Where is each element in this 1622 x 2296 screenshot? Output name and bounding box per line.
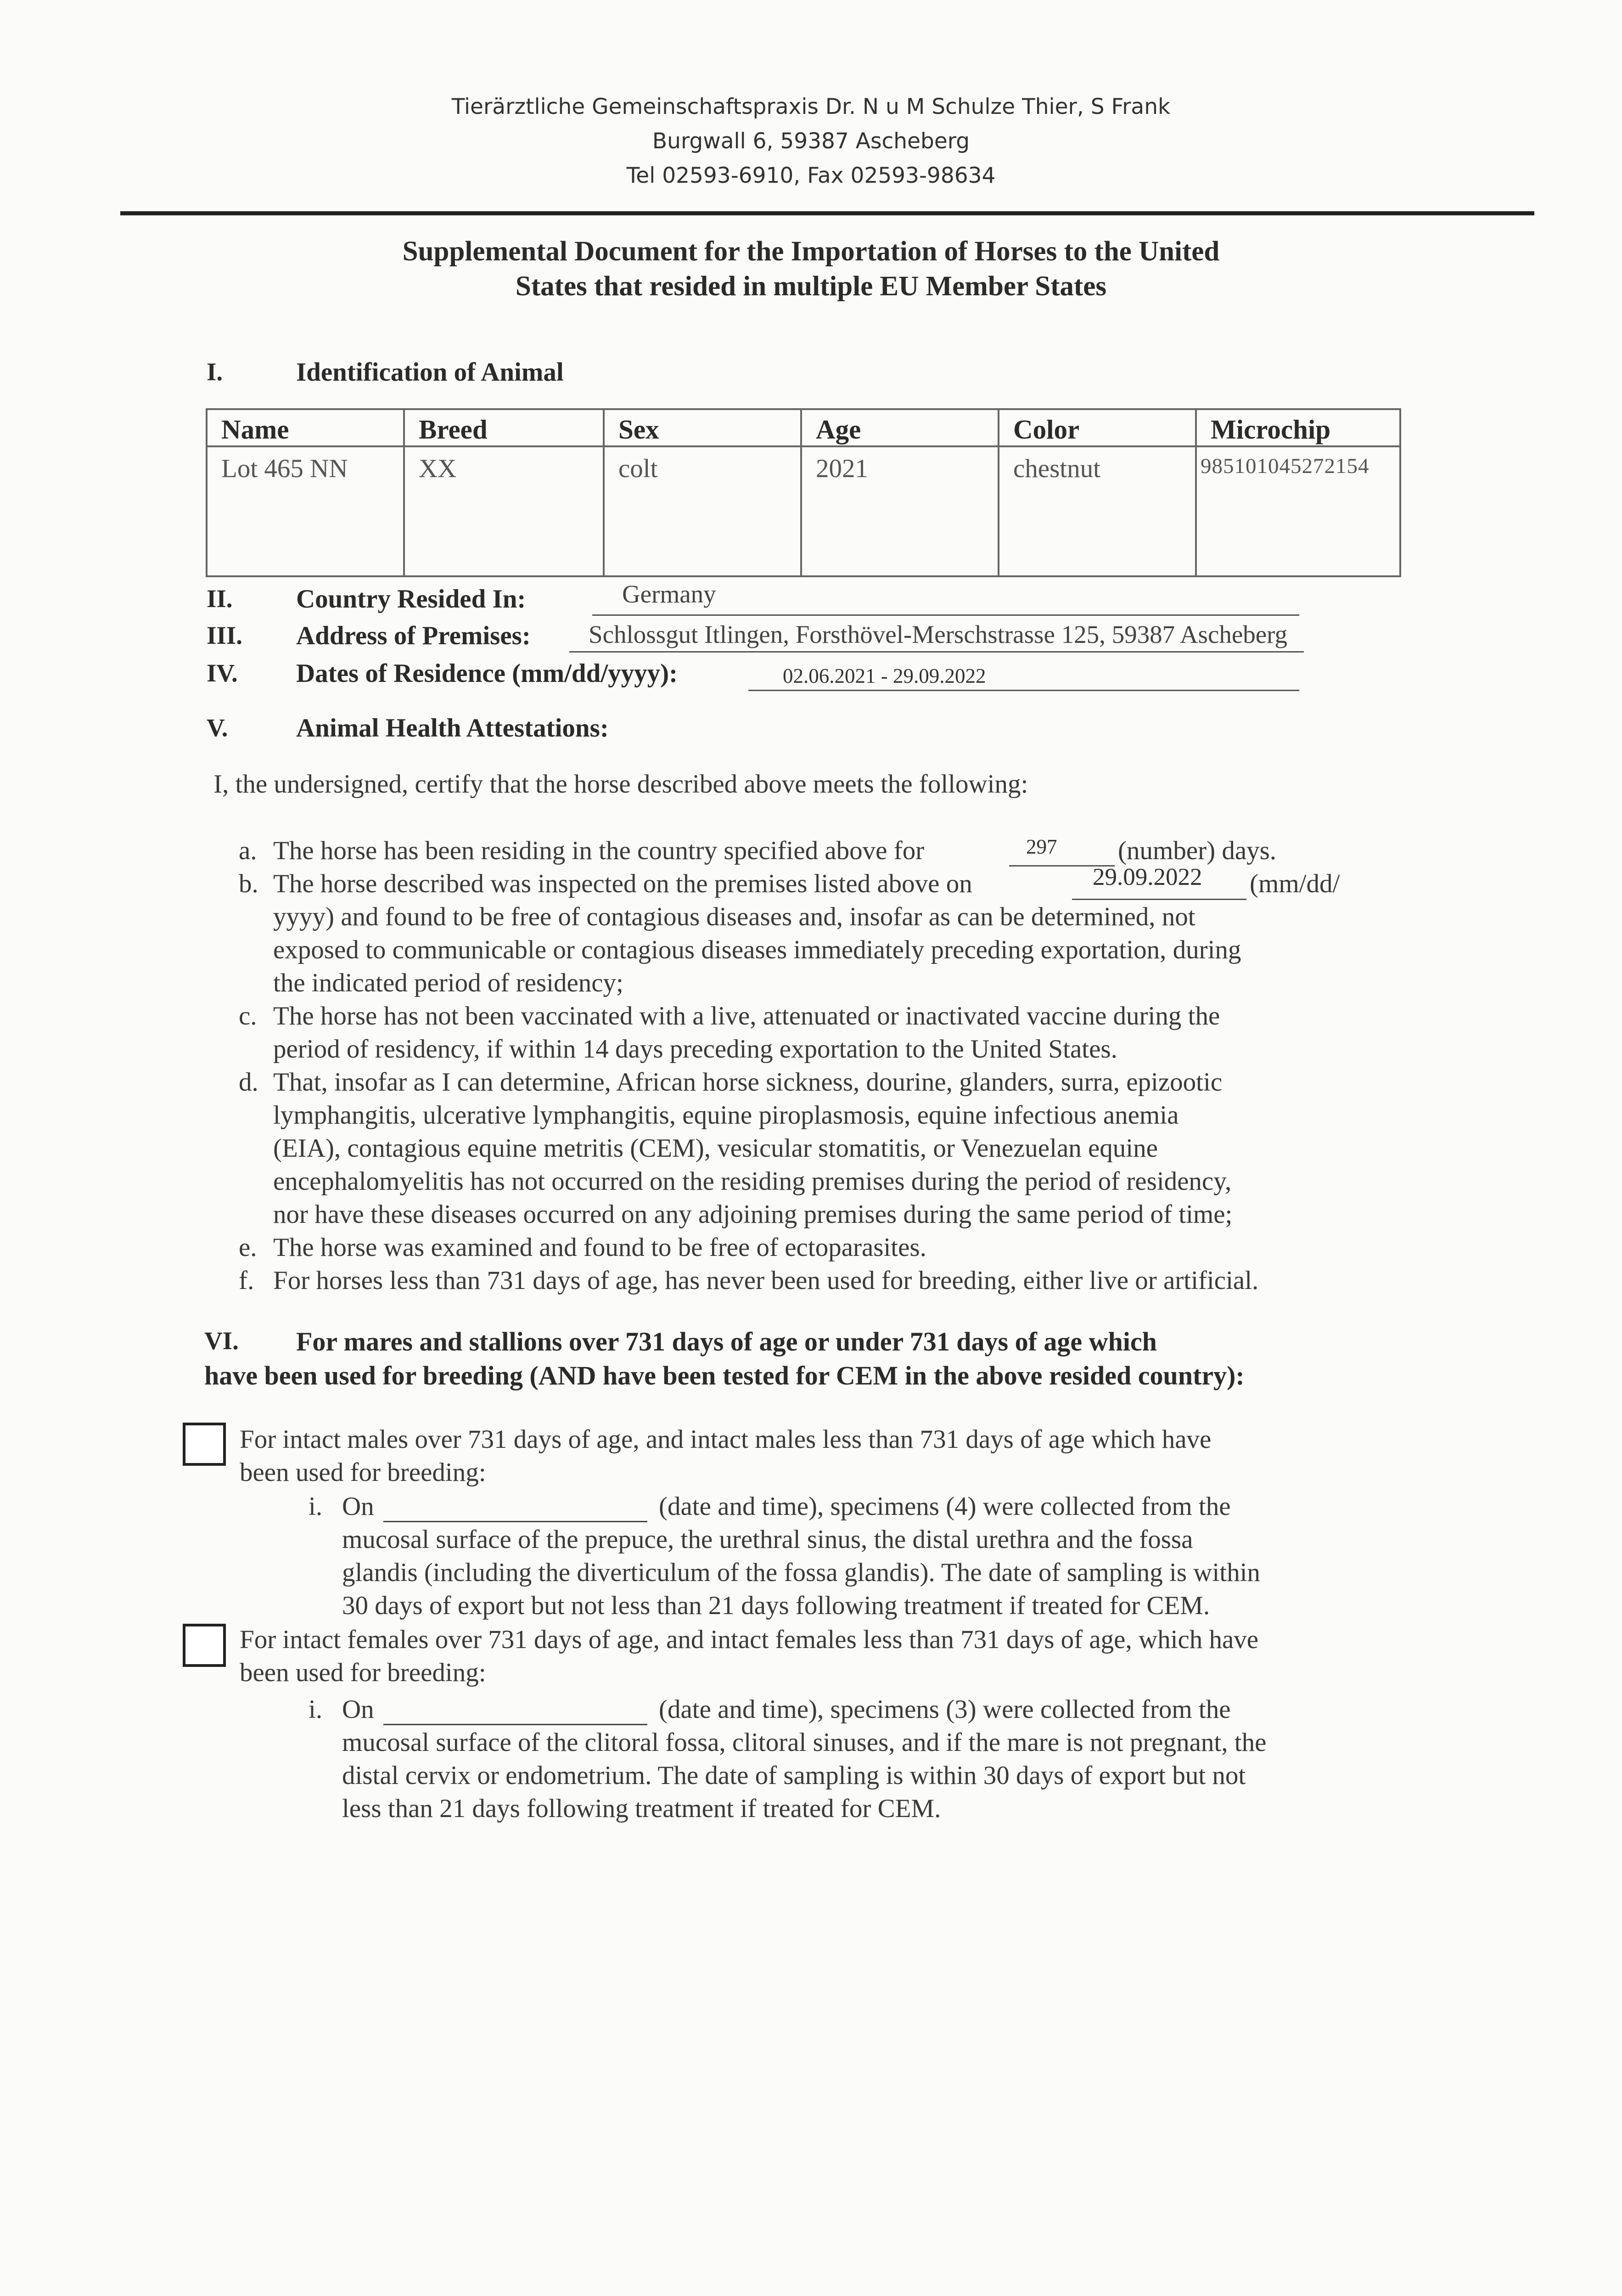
document-title-line1: Supplemental Document for the Importation of Horses to the United	[402, 236, 1220, 267]
attestation-a-suffix: (number) days.	[1118, 836, 1277, 865]
intact-males-checkbox[interactable]	[183, 1423, 226, 1466]
attestation-b-line3: exposed to communicable or contagious diseases immediately preceding exportation, during	[273, 935, 1241, 964]
attestation-c-marker: c.	[239, 1002, 257, 1030]
section2-label: Country Resided In:	[296, 585, 526, 613]
table-header-row	[207, 409, 1400, 446]
attestation-c-line1: The horse has not been vaccinated with a live, attenuated or inactivated vaccine during the	[273, 1002, 1220, 1030]
males-item-line2: mucosal surface of the prepuce, the urethral sinus, the distal urethra and the fossa	[342, 1525, 1193, 1554]
females-item-on: On	[342, 1695, 374, 1724]
cell-breed: XX	[404, 446, 604, 576]
attestation-b-line4: the indicated period of residency;	[273, 968, 623, 997]
attestation-f-marker: f.	[239, 1266, 254, 1295]
cell-sex: colt	[604, 446, 801, 576]
males-date-time-blank[interactable]	[383, 1521, 647, 1522]
section2-number: II.	[207, 585, 233, 613]
females-item-line4: less than 21 days following treatment if treated for CEM.	[342, 1794, 941, 1823]
females-item-marker: i.	[309, 1695, 323, 1724]
residence-days-value: 297	[1026, 835, 1057, 858]
attestation-d-line4: encephalomyelitis has not occurred on the residing premises during the period of residency,	[273, 1167, 1232, 1196]
header-microchip: Microchip	[1196, 409, 1400, 446]
attestation-d-line3: (EIA), contagious equine metritis (CEM), vesicular stomatitis, or Venezuelan equine	[273, 1134, 1158, 1163]
females-date-time-blank[interactable]	[383, 1724, 647, 1725]
attestation-e-line1: The horse was examined and found to be free of ectoparasites.	[273, 1233, 926, 1262]
premises-address-underline	[569, 651, 1304, 653]
cell-color: chestnut	[999, 446, 1196, 576]
attestation-a-marker: a.	[239, 836, 257, 865]
section5-heading: Animal Health Attestations:	[296, 714, 609, 743]
males-item-line4: 30 days of export but not less than 21 days following treatment if treated for CEM.	[342, 1591, 1210, 1620]
intact-females-checkbox[interactable]	[183, 1624, 226, 1667]
section1-number: I.	[207, 358, 223, 386]
females-line2: been used for breeding:	[240, 1658, 486, 1687]
males-item-on: On	[342, 1492, 374, 1521]
attestation-b-marker: b.	[239, 869, 258, 898]
header-sex: Sex	[604, 409, 801, 446]
females-item-text: (date and time), specimens (3) were collected from the	[659, 1695, 1231, 1724]
section6-heading-line2: have been used for breeding (AND have been tested for CEM in the above resided country):	[204, 1361, 1245, 1390]
section4-label: Dates of Residence (mm/dd/yyyy):	[296, 659, 678, 688]
premises-address-value: Schlossgut Itlingen, Forsthövel-Merschstrasse 125, 59387 Ascheberg	[589, 620, 1288, 648]
section5-number: V.	[207, 714, 228, 742]
attestation-d-line2: lymphangitis, ulcerative lymphangitis, equine piroplasmosis, equine infectious anemia	[273, 1101, 1179, 1130]
attestation-f-line1: For horses less than 731 days of age, has never been used for breeding, either live or artificial.	[273, 1266, 1259, 1295]
males-item-line3: glandis (including the diverticulum of the fossa glandis). The date of sampling is within	[342, 1558, 1260, 1587]
attestation-a-text: The horse has been residing in the country specified above for	[273, 836, 925, 865]
section3-number: III.	[207, 621, 242, 649]
males-line1: For intact males over 731 days of age, and intact males less than 731 days of age which have	[240, 1425, 1212, 1454]
attestation-d-marker: d.	[239, 1068, 258, 1097]
cell-age: 2021	[801, 446, 999, 576]
animal-identification-table	[206, 408, 1401, 577]
country-resided-underline	[592, 614, 1299, 616]
females-item-line3: distal cervix or endometrium. The date of sampling is within 30 days of export but not	[342, 1761, 1246, 1790]
inspection-date-value: 29.09.2022	[1093, 864, 1202, 890]
attestation-b-text: The horse described was inspected on the premises listed above on	[273, 869, 972, 898]
header-breed: Breed	[404, 409, 604, 446]
residence-dates-value: 02.06.2021 - 29.09.2022	[783, 664, 986, 687]
attestation-b-suffix: (mm/dd/	[1250, 869, 1340, 898]
header-color: Color	[999, 409, 1196, 446]
country-resided-value: Germany	[622, 580, 716, 608]
section3-label: Address of Premises:	[296, 621, 531, 650]
header-age: Age	[801, 409, 999, 446]
attestation-e-marker: e.	[239, 1233, 257, 1262]
section1-heading: Identification of Animal	[296, 358, 564, 387]
letterhead	[0, 90, 1622, 193]
residence-dates-underline	[748, 690, 1299, 691]
males-item-text: (date and time), specimens (4) were collected from the	[659, 1492, 1231, 1521]
header-name: Name	[207, 409, 404, 446]
females-item-line2: mucosal surface of the clitoral fossa, clitoral sinuses, and if the mare is not pregnant, the	[342, 1728, 1267, 1757]
document-title	[0, 234, 1622, 304]
males-item-marker: i.	[309, 1492, 323, 1521]
document-title-line2: States that resided in multiple EU Member States	[515, 271, 1107, 302]
section4-number: IV.	[207, 659, 238, 687]
attestation-d-line5: nor have these diseases occurred on any adjoining premises during the same period of time;	[273, 1200, 1233, 1229]
attestation-d-line1: That, insofar as I can determine, African horse sickness, dourine, glanders, surra, epizootic	[273, 1068, 1223, 1097]
letterhead-address: Burgwall 6, 59387 Ascheberg	[652, 129, 970, 154]
letterhead-practice-name: Tierärztliche Gemeinschaftspraxis Dr. N u M Schulze Thier, S Frank	[451, 94, 1171, 119]
cell-microchip: 985101045272154	[1196, 446, 1400, 576]
males-line2: been used for breeding:	[240, 1458, 486, 1487]
inspection-date-underline	[1072, 899, 1246, 900]
table-row	[207, 446, 1400, 576]
attestation-b-line2: yyyy) and found to be free of contagious diseases and, insofar as can be determined, not	[273, 902, 1195, 931]
attestation-intro: I, the undersigned, certify that the horse described above meets the following:	[213, 770, 1028, 799]
cell-name: Lot 465 NN	[207, 446, 404, 576]
letterhead-phone-fax: Tel 02593-6910, Fax 02593-98634	[626, 163, 996, 188]
attestation-c-line2: period of residency, if within 14 days preceding exportation to the United States.	[273, 1035, 1117, 1064]
females-line1: For intact females over 731 days of age, and intact females less than 731 days of age, which have	[240, 1625, 1259, 1654]
letterhead-divider	[120, 211, 1534, 215]
section6-heading-line1: For mares and stallions over 731 days of age or under 731 days of age which	[296, 1327, 1157, 1356]
section6-number: VI.	[204, 1327, 239, 1355]
